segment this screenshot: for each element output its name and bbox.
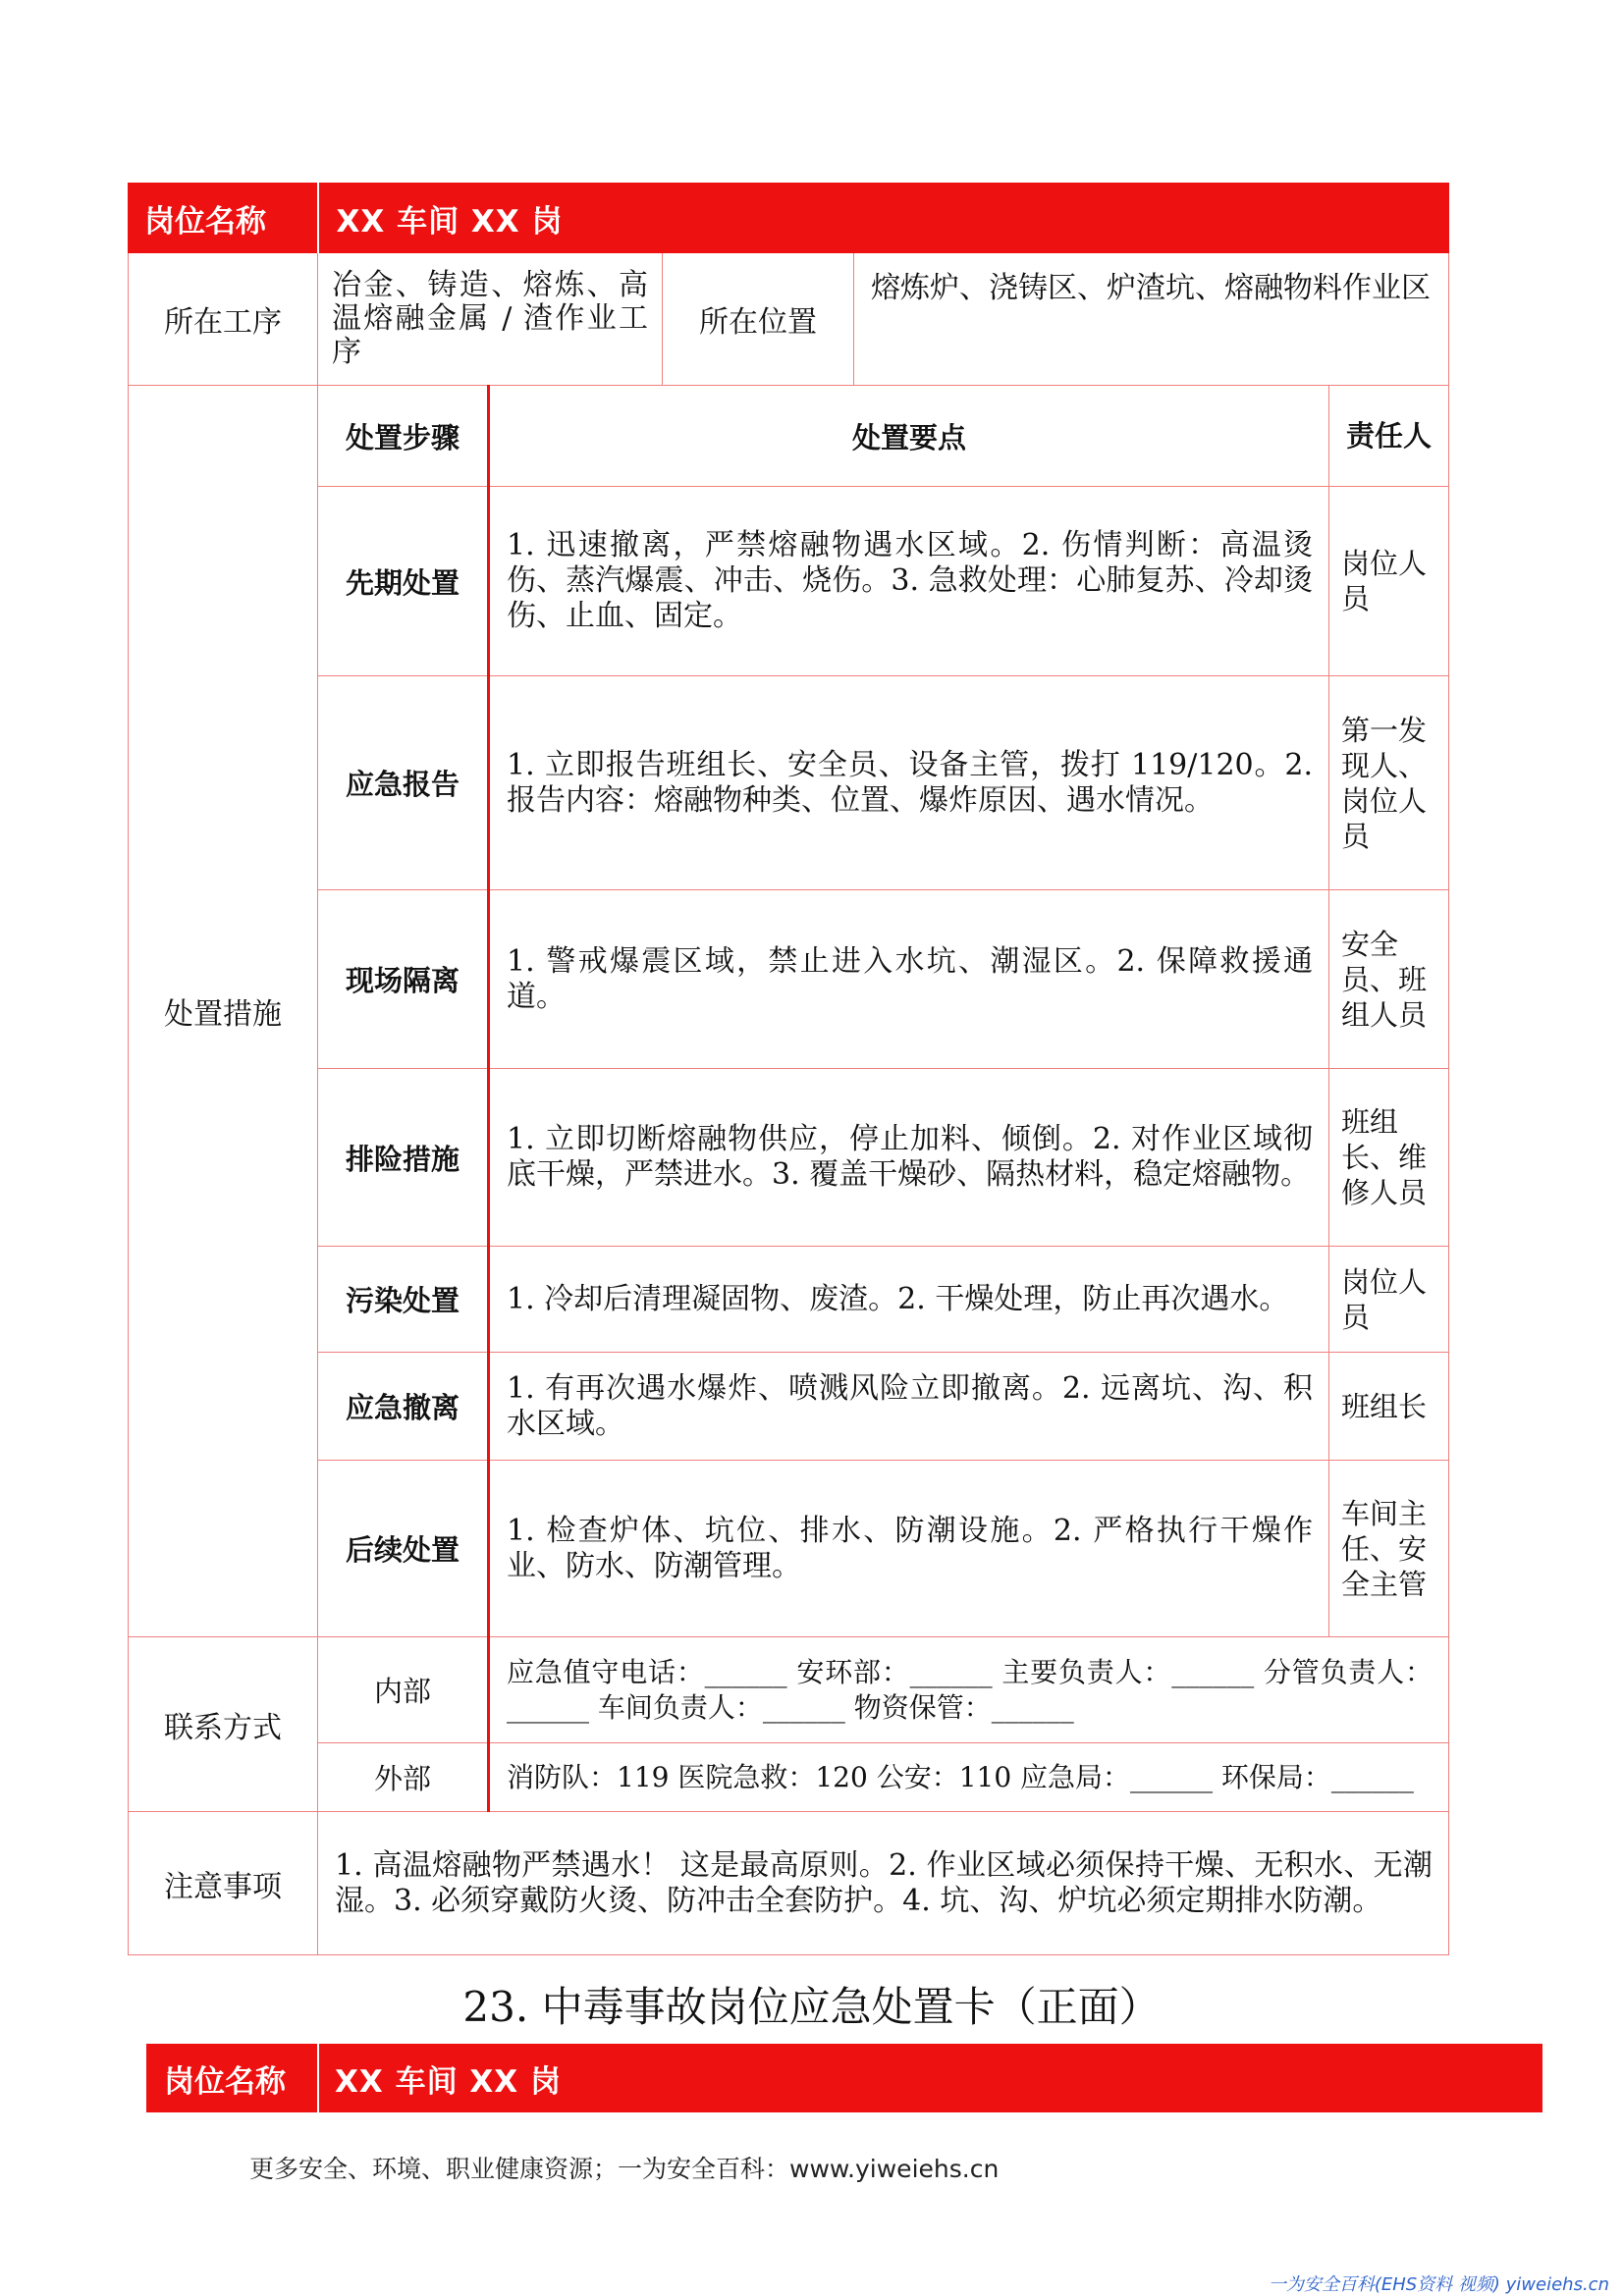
step-points: 1. 有再次遇水爆炸、喷溅风险立即撤离。2. 远离坑、沟、积水区域。 (489, 1353, 1329, 1461)
notes-row (129, 1812, 1449, 1955)
next-card-title: 23. 中毒事故岗位应急处置卡（正面） (462, 1983, 1161, 2031)
step-points: 1. 检查炉体、坑位、排水、防潮设施。2. 严格执行干燥作业、防水、防潮管理。 (489, 1461, 1329, 1637)
post-value: XX 车间 XX 岗 (318, 184, 1449, 253)
process-row (129, 253, 1449, 386)
step-row (129, 1461, 1449, 1637)
step-row (129, 1353, 1449, 1461)
step-person: 车间主任、安全主管 (1329, 1461, 1449, 1637)
next-card-header (146, 2044, 1542, 2112)
next-post-label: 岗位名称 (146, 2044, 318, 2112)
step-row (129, 487, 1449, 676)
step-name: 应急撤离 (318, 1353, 489, 1461)
internal-label: 内部 (318, 1637, 489, 1743)
step-person: 第一发现人、岗位人员 (1329, 676, 1449, 890)
measures-header-row (129, 386, 1449, 487)
watermark: 一为安全百科(EHS资料 视频) yiweiehs.cn (1268, 2274, 1609, 2295)
step-row (129, 1069, 1449, 1247)
next-post-value: XX 车间 XX 岗 (318, 2044, 1542, 2112)
contact-label: 联系方式 (129, 1637, 318, 1812)
contact-internal-row (129, 1637, 1449, 1743)
location-value: 熔炼炉、浇铸区、炉渣坑、熔融物料作业区 (854, 253, 1449, 386)
footer-text: 更多安全、环境、职业健康资源；一为安全百科：www.yiweiehs.cn (249, 2155, 1000, 2183)
external-value: 消防队：119 医院急救：120 公安：110 应急局：______ 环保局：______ (489, 1743, 1449, 1812)
col-step: 处置步骤 (318, 386, 489, 487)
step-person: 安全员、班组人员 (1329, 890, 1449, 1069)
step-row (129, 1247, 1449, 1353)
post-label: 岗位名称 (129, 184, 318, 253)
contact-external-row (129, 1743, 1449, 1812)
step-points: 1. 警戒爆震区域，禁止进入水坑、潮湿区。2. 保障救援通道。 (489, 890, 1329, 1069)
step-points: 1. 立即切断熔融物供应，停止加料、倾倒。2. 对作业区域彻底干燥，严禁进水。3. 覆盖干燥砂、隔热材料，稳定熔融物。 (489, 1069, 1329, 1247)
location-label: 所在位置 (663, 253, 854, 386)
step-name: 先期处置 (318, 487, 489, 676)
measures-label: 处置措施 (129, 386, 318, 1637)
step-points: 1. 冷却后清理凝固物、废渣。2. 干燥处理，防止再次遇水。 (489, 1247, 1329, 1353)
step-points: 1. 立即报告班组长、安全员、设备主管，拨打 119/120。2. 报告内容：熔融物种类、位置、爆炸原因、遇水情况。 (489, 676, 1329, 890)
emergency-card (128, 183, 1449, 1955)
step-person: 班组长、维修人员 (1329, 1069, 1449, 1247)
external-label: 外部 (318, 1743, 489, 1812)
col-person: 责任人 (1329, 386, 1449, 487)
step-name: 应急报告 (318, 676, 489, 890)
card-header (129, 184, 1449, 253)
col-points: 处置要点 (489, 386, 1329, 487)
step-row (129, 676, 1449, 890)
step-person: 岗位人员 (1329, 1247, 1449, 1353)
process-label: 所在工序 (129, 253, 318, 386)
process-value: 冶金、铸造、熔炼、高温熔融金属 / 渣作业工序 (318, 253, 663, 386)
internal-value: 应急值守电话：______ 安环部：______ 主要负责人：______ 分管负责人：______ 车间负责人：______ 物资保管：______ (489, 1637, 1449, 1743)
step-name: 后续处置 (318, 1461, 489, 1637)
step-name: 现场隔离 (318, 890, 489, 1069)
step-person: 岗位人员 (1329, 487, 1449, 676)
step-person: 班组长 (1329, 1353, 1449, 1461)
step-points: 1. 迅速撤离，严禁熔融物遇水区域。2. 伤情判断：高温烫伤、蒸汽爆震、冲击、烧伤。3. 急救处理：心肺复苏、冷却烫伤、止血、固定。 (489, 487, 1329, 676)
notes-value: 1. 高温熔融物严禁遇水！ 这是最高原则。2. 作业区域必须保持干燥、无积水、无潮湿。3. 必须穿戴防火烫、防冲击全套防护。4. 坑、沟、炉坑必须定期排水防潮。 (318, 1812, 1449, 1955)
step-row (129, 890, 1449, 1069)
step-name: 排险措施 (318, 1069, 489, 1247)
step-name: 污染处置 (318, 1247, 489, 1353)
notes-label: 注意事项 (129, 1812, 318, 1955)
